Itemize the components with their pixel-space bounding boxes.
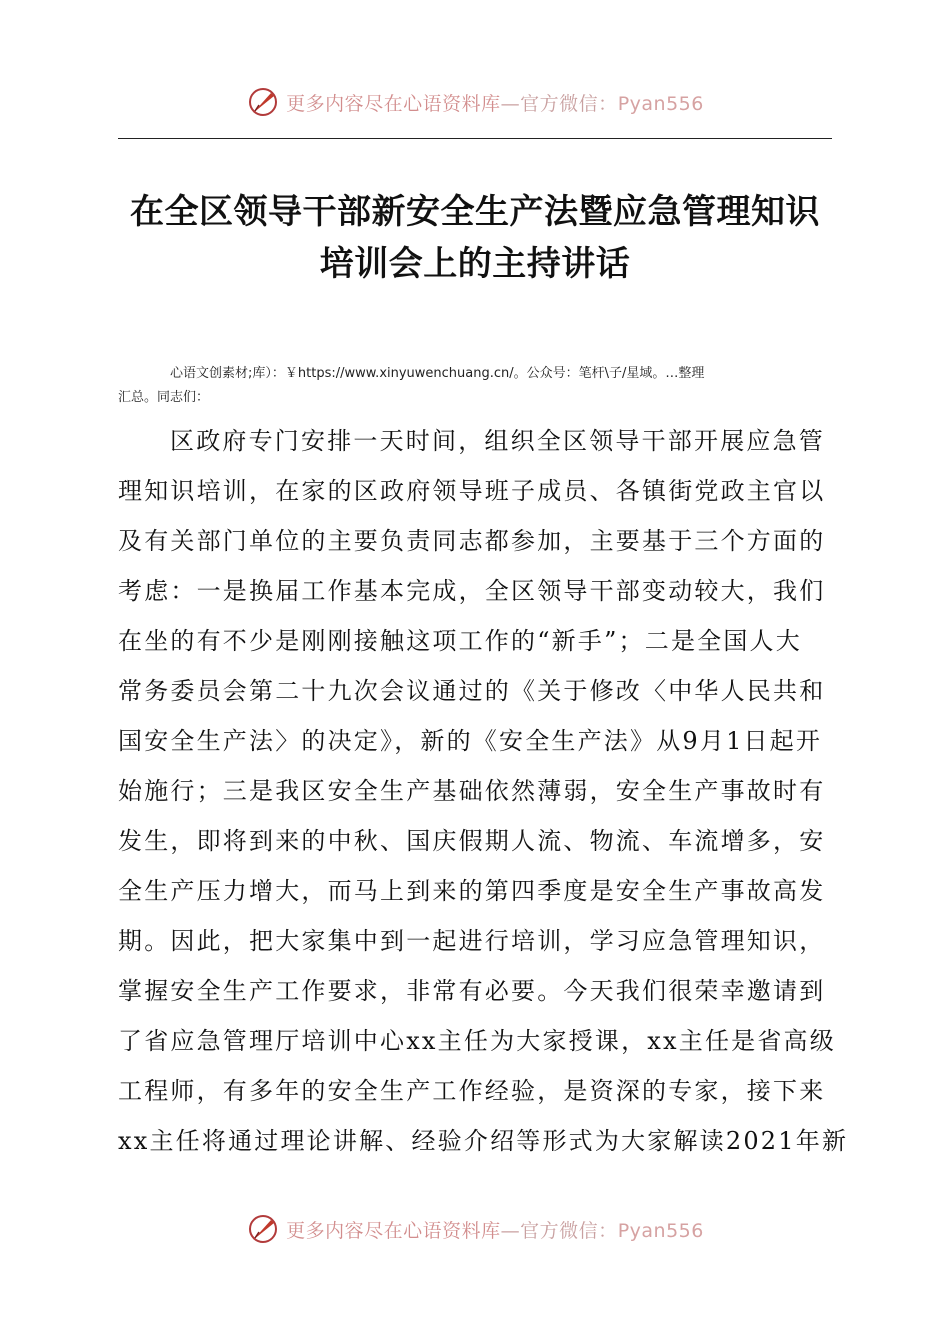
source-note (118, 362, 832, 410)
banner-official-label: 官方微信： (520, 92, 618, 115)
header-banner (0, 80, 950, 124)
banner-caption (286, 89, 704, 116)
body-line: 区政府专门安排一天时间，组织全区领导干部开展应急管 (170, 427, 825, 455)
body-line: 始施行；三是我区安全生产基础依然薄弱，安全生产事故时有 (118, 777, 826, 805)
body-line: 发生，即将到来的中秋、国庆假期人流、物流、车流增多，安 (118, 827, 826, 855)
banner-separator: — (500, 1219, 521, 1242)
banner-wechat-handle: Pyan556 (617, 1219, 704, 1242)
body-line: 理知识培训，在家的区政府领导班子成员、各镇街党政主官以 (118, 477, 826, 505)
quill-logo-icon (246, 85, 280, 119)
banner-brand-text: 更多内容尽在心语资料库 (286, 1219, 501, 1242)
title-line: 在全区领导干部新安全生产法暨应急管理知识 (130, 192, 820, 232)
body-line: 工程师，有多年的安全生产工作经验，是资深的专家，接下来 (118, 1077, 826, 1105)
body-line: 在坐的有不少是刚刚接触这项工作的“新手”；二是全国人大 (118, 627, 802, 655)
document-title (110, 186, 840, 290)
body-line: 考虑：一是换届工作基本完成，全区领导干部变动较大，我们 (118, 577, 826, 605)
body-line: 常务委员会第二十九次会议通过的《关于修改〈中华人民共和 (118, 677, 826, 705)
body-paragraph (118, 416, 849, 1166)
note-line: 汇总。同志们： (118, 390, 210, 405)
note-line: 心语文创素材;库）：￥https://www.xinyuwenchuang.cn/。公众号：笔杆\子/星域。…整理 (170, 366, 705, 381)
banner-caption (286, 1216, 704, 1243)
banner-official-label: 官方微信： (520, 1219, 618, 1242)
title-line: 培训会上的主持讲话 (319, 244, 631, 284)
body-line: 全生产压力增大，而马上到来的第四季度是安全生产事故高发 (118, 877, 826, 905)
header-divider (118, 138, 832, 139)
quill-logo-icon (246, 1212, 280, 1246)
footer-banner (0, 1207, 950, 1251)
body-line: xx主任将通过理论讲解、经验介绍等形式为大家解读2021年新 (118, 1127, 849, 1155)
body-line: 及有关部门单位的主要负责同志都参加，主要基于三个方面的 (118, 527, 826, 555)
body-line: 掌握安全生产工作要求，非常有必要。今天我们很荣幸邀请到 (118, 977, 826, 1005)
body-line: 国安全生产法〉的决定》，新的《安全生产法》从9月1日起开 (118, 727, 823, 755)
banner-brand-text: 更多内容尽在心语资料库 (286, 92, 501, 115)
banner-wechat-handle: Pyan556 (617, 92, 704, 115)
body-line: 了省应急管理厅培训中心xx主任为大家授课，xx主任是省高级 (118, 1027, 836, 1055)
body-line: 期。因此，把大家集中到一起进行培训，学习应急管理知识， (118, 927, 826, 955)
banner-separator: — (500, 92, 521, 115)
